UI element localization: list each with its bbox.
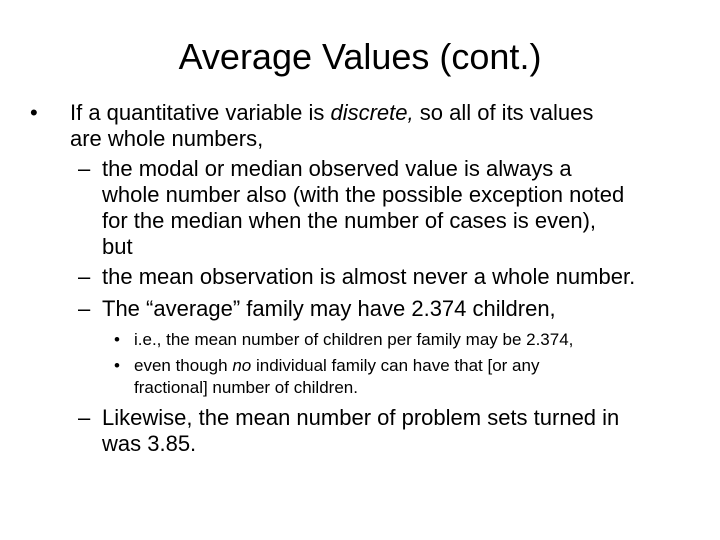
subsub-2-line-1: even though no individual family can have that [or any: [134, 356, 540, 375]
sub-1-line-1: the modal or median observed value is always a: [102, 156, 572, 181]
sub-4-line-1: Likewise, the mean number of problem sets turned in: [102, 405, 620, 430]
subsub-1-line: i.e., the mean number of children per family may be 2.374,: [134, 330, 574, 349]
dash-marker: –: [78, 405, 91, 430]
sub-2-line: the mean observation is almost never a whole number.: [102, 264, 636, 289]
subsub-2-line-2: fractional] number of children.: [134, 378, 358, 397]
bullet-marker: •: [30, 100, 38, 125]
sub-4-line-2: was 3.85.: [102, 431, 197, 456]
dash-marker: –: [78, 156, 91, 181]
sub-1-line-2: whole number also (with the possible exception noted: [102, 182, 625, 207]
emphasis-no: no: [232, 356, 252, 375]
slide-title: Average Values (cont.): [178, 36, 542, 77]
sub-1-line-3: for the median when the number of cases is even),: [102, 208, 597, 233]
dash-marker: –: [78, 264, 91, 289]
bullet-marker: •: [114, 356, 120, 375]
emphasis-discrete: discrete,: [330, 100, 414, 125]
sub-3-line: The “average” family may have 2.374 children,: [102, 296, 556, 321]
bullet-marker: •: [114, 330, 120, 349]
bullet-1-line-2: are whole numbers,: [70, 126, 264, 151]
sub-1-line-4: but: [102, 234, 133, 259]
dash-marker: –: [78, 296, 91, 321]
bullet-1-line-1: If a quantitative variable is discrete, so all of its values: [70, 100, 594, 125]
